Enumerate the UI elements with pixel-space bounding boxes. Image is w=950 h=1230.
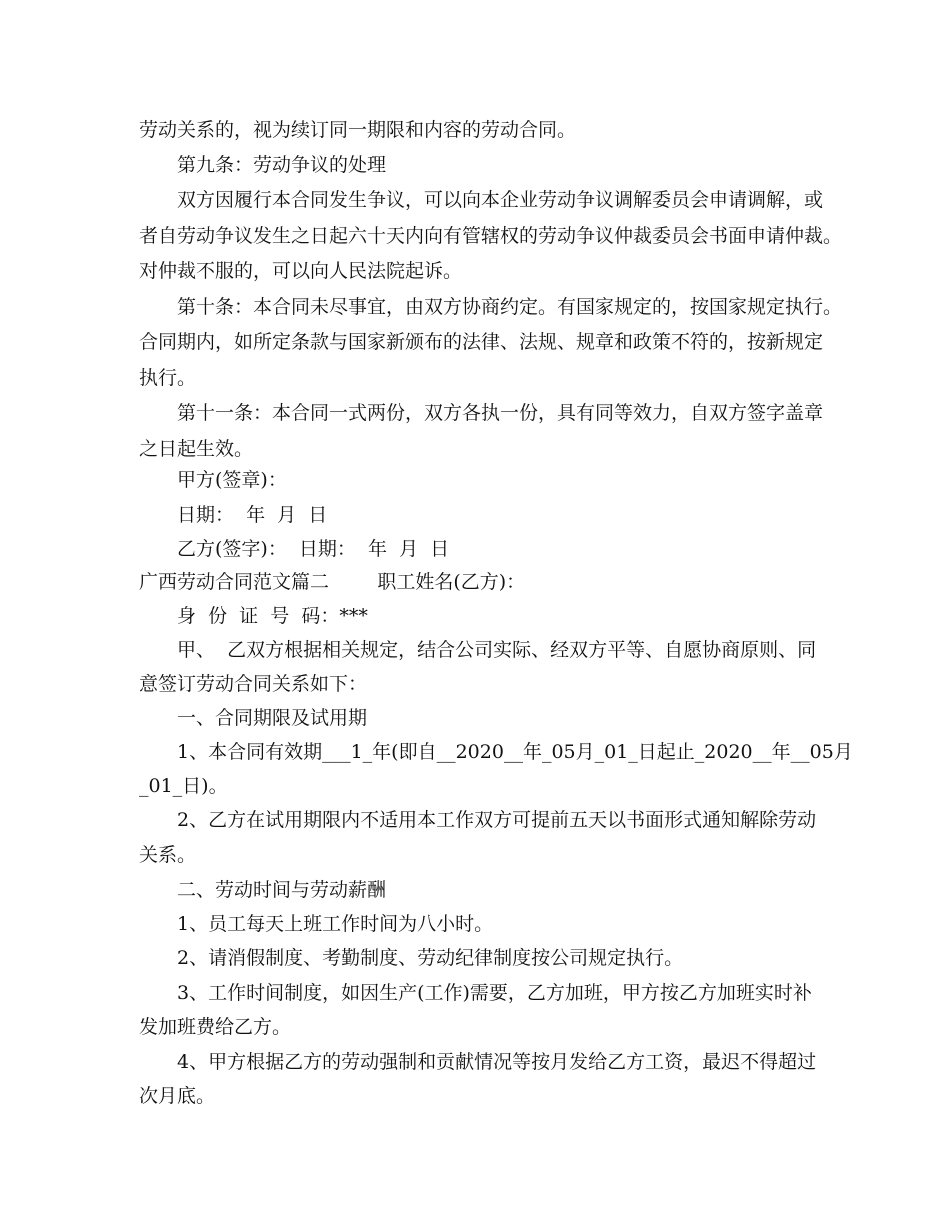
article-heading: 第九条：劳动争议的处理 bbox=[177, 154, 387, 176]
paragraph-line: 2、请消假制度、考勤制度、劳动纪律制度按公司规定执行。 bbox=[177, 947, 684, 969]
paragraph-line: 劳动关系的，视为续订同一期限和内容的劳动合同。 bbox=[139, 119, 577, 141]
clause-heading: 二、劳动时间与劳动薪酬 bbox=[177, 879, 387, 901]
paragraph-line: 4、甲方根据乙方的劳动强制和贡献情况等按月发给乙方工资，最迟不得超过 bbox=[177, 1051, 817, 1073]
paragraph-line: 第十条：本合同未尽事宜，由双方协商约定。有国家规定的，按国家规定执行。 bbox=[177, 296, 843, 318]
paragraph-line: 发加班费给乙方。 bbox=[139, 1016, 292, 1038]
paragraph-line: 双方因履行本合同发生争议，可以向本企业劳动争议调解委员会申请调解，或 bbox=[177, 189, 824, 211]
party-b-signature-line: 乙方(签字)： 日期： 年 月 日 bbox=[177, 538, 450, 560]
party-a-date-line: 日期： 年 月 日 bbox=[177, 504, 328, 526]
paragraph-line: 之日起生效。 bbox=[139, 438, 254, 460]
paragraph-line: 意签订劳动合同关系如下： bbox=[139, 673, 368, 695]
paragraph-line: _01_日)。 bbox=[139, 775, 228, 797]
paragraph-line: 对仲裁不服的，可以向人民法院起诉。 bbox=[139, 260, 463, 282]
section-title: 广西劳动合同范文篇二 职工姓名(乙方)： bbox=[139, 571, 526, 593]
paragraph-line: 执行。 bbox=[139, 367, 197, 389]
paragraph-line: 关系。 bbox=[139, 844, 197, 866]
party-a-signature-line: 甲方(签章)： bbox=[177, 469, 287, 491]
paragraph-line: 第十一条：本合同一式两份，双方各执一份，具有同等效力，自双方签字盖章 bbox=[177, 402, 824, 424]
paragraph-line: 者自劳动争议发生之日起六十天内向有管辖权的劳动争议仲裁委员会书面申请仲裁。 bbox=[139, 225, 843, 247]
paragraph-line: 2、乙方在试用期限内不适用本工作双方可提前五天以书面形式通知解除劳动 bbox=[177, 809, 817, 831]
clause-heading: 一、合同期限及试用期 bbox=[177, 707, 368, 729]
paragraph-line: 合同期内，如所定条款与国家新颁布的法律、法规、规章和政策不符的，按新规定 bbox=[139, 331, 824, 353]
paragraph-line: 1、员工每天上班工作时间为八小时。 bbox=[177, 913, 494, 935]
paragraph-line: 3、工作时间制度，如因生产(工作)需要，乙方加班，甲方按乙方加班实时补 bbox=[177, 982, 812, 1004]
id-number-line: 身 份 证 号 码：*** bbox=[177, 605, 368, 627]
paragraph-line: 次月底。 bbox=[139, 1085, 216, 1107]
paragraph-line: 甲、 乙双方根据相关规定，结合公司实际、经双方平等、自愿协商原则、同 bbox=[177, 639, 817, 661]
paragraph-line: 1、本合同有效期___1_年(即自__2020__年_05月_01_日起止_2020__年__05月 bbox=[177, 741, 853, 763]
